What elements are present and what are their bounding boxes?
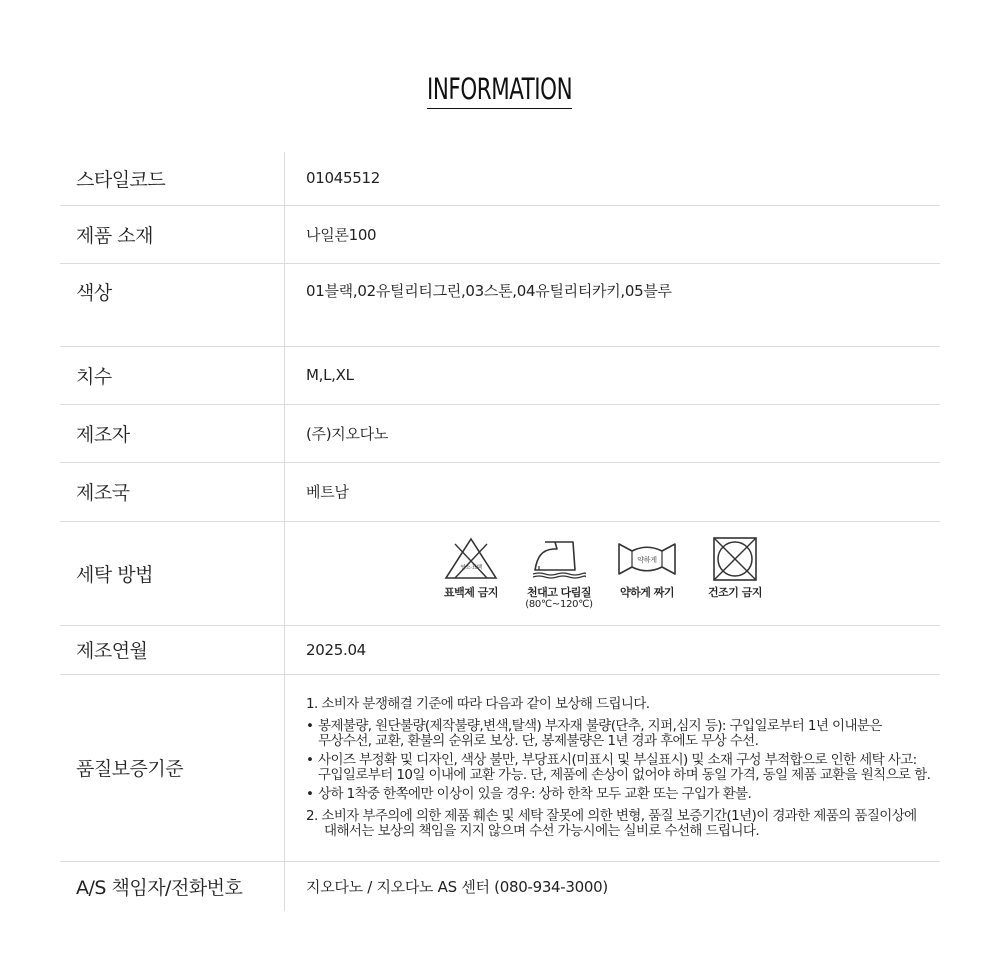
date-label: 제조연월 — [60, 625, 285, 674]
wring-label: 약하게 짜기 — [620, 585, 674, 599]
wring-inner-text: 약하게 — [637, 555, 657, 564]
material-label: 제품 소재 — [60, 205, 285, 263]
country-label: 제조국 — [60, 462, 285, 521]
warranty-bullet-1-line-2: 무상수선, 교환, 환불의 순위로 보상. 단, 봉제불량은 1년 경과 후에도 무상 수선. — [318, 732, 759, 749]
style-code-label: 스타일코드 — [60, 152, 285, 205]
style-code-value: 01045512 — [285, 152, 941, 205]
no-tumble-dry-icon — [707, 536, 763, 582]
maker-value: (주)지오다노 — [285, 404, 941, 462]
as-value: 지오다노 / 지오다노 AS 센터 (080-934-3000) — [306, 877, 608, 896]
row-color — [60, 263, 940, 346]
no-bleach-icon — [443, 536, 499, 582]
row-date — [60, 625, 940, 674]
product-info-table — [60, 152, 940, 911]
warranty-item-2-line-2: 대해서는 보상의 책임을 지지 않으며 수선 가능시에는 실비로 수선해 드립니다. — [324, 822, 760, 839]
no-bleach-label: 표백제 금지 — [444, 585, 498, 599]
washing-value — [285, 521, 941, 625]
warranty-item-1: 1. 소비자 분쟁해결 기준에 따라 다음과 같이 보상해 드립니다. — [306, 695, 650, 712]
warranty-bullet-1 — [306, 719, 940, 749]
maker-label: 제조자 — [60, 404, 285, 462]
iron-label: 천대고 다림질 — [526, 585, 592, 599]
as-label: A/S 책임자/전화번호 — [60, 861, 285, 911]
warranty-bullet-2-line-2: 구입일로부터 10일 이내에 교환 가능. 단, 제품에 손상이 없어야 하며 동일 가격, 동일 제품 교환을 원칙으로 함. — [318, 766, 931, 783]
size-value: M,L,XL — [285, 346, 941, 404]
care-item-iron — [515, 536, 603, 611]
size-label: 치수 — [60, 346, 285, 404]
row-style-code — [60, 152, 940, 205]
iron-icon — [531, 536, 587, 582]
material-value: 나일론100 — [285, 205, 941, 263]
color-label: 색상 — [60, 263, 285, 346]
care-item-gentle-wring — [603, 536, 691, 599]
care-icons — [306, 536, 940, 611]
no-tumble-dry-label: 건조기 금지 — [708, 585, 762, 599]
page-title: INFORMATION — [427, 72, 572, 109]
warranty-value — [285, 674, 941, 861]
row-size — [60, 346, 940, 404]
country-value: 베트남 — [285, 462, 941, 521]
warranty-bullet-2 — [306, 753, 940, 783]
color-value: 01블랙,02유틸리티그린,03스톤,04유틸리티카키,05블루 — [285, 263, 941, 346]
row-country — [60, 462, 940, 521]
washing-label: 세탁 방법 — [60, 521, 285, 625]
warranty-text — [306, 697, 940, 839]
iron-temp: (80℃~120℃) — [525, 598, 593, 610]
warranty-bullet-2-line-1: • 사이즈 부정확 및 디자인, 색상 불만, 부당표시(미표시 및 부실표시) 및 소재 구성 부적합으로 인한 세탁 사고: — [318, 751, 917, 768]
row-warranty — [60, 674, 940, 861]
row-washing — [60, 521, 940, 625]
care-item-no-tumble-dry — [691, 536, 779, 599]
row-as — [60, 861, 940, 911]
row-maker — [60, 404, 940, 462]
row-material — [60, 205, 940, 263]
date-value: 2025.04 — [285, 625, 941, 674]
wring-icon — [616, 536, 678, 582]
warranty-bullet-1-line-1: • 봉제불량, 원단불량(제작불량,변색,탈색) 부자재 불량(단추, 지퍼,심지 등): 구입일로부터 1년 이내분은 — [318, 717, 882, 734]
warranty-item-2-line-1: 2. 소비자 부주의에 의한 제품 훼손 및 세탁 잘못에 의한 변형, 품질 보증기간(1년)이 경과한 제품의 품질이상에 — [306, 807, 917, 824]
warranty-bullet-3: • 상하 1착중 한쪽에만 이상이 있을 경우: 상하 한착 모두 교환 또는 구입가 환불. — [306, 787, 940, 802]
warranty-label: 품질보증기준 — [60, 674, 285, 861]
no-bleach-inner-text: 염소·표백 — [460, 564, 482, 571]
care-item-no-bleach — [427, 536, 515, 599]
